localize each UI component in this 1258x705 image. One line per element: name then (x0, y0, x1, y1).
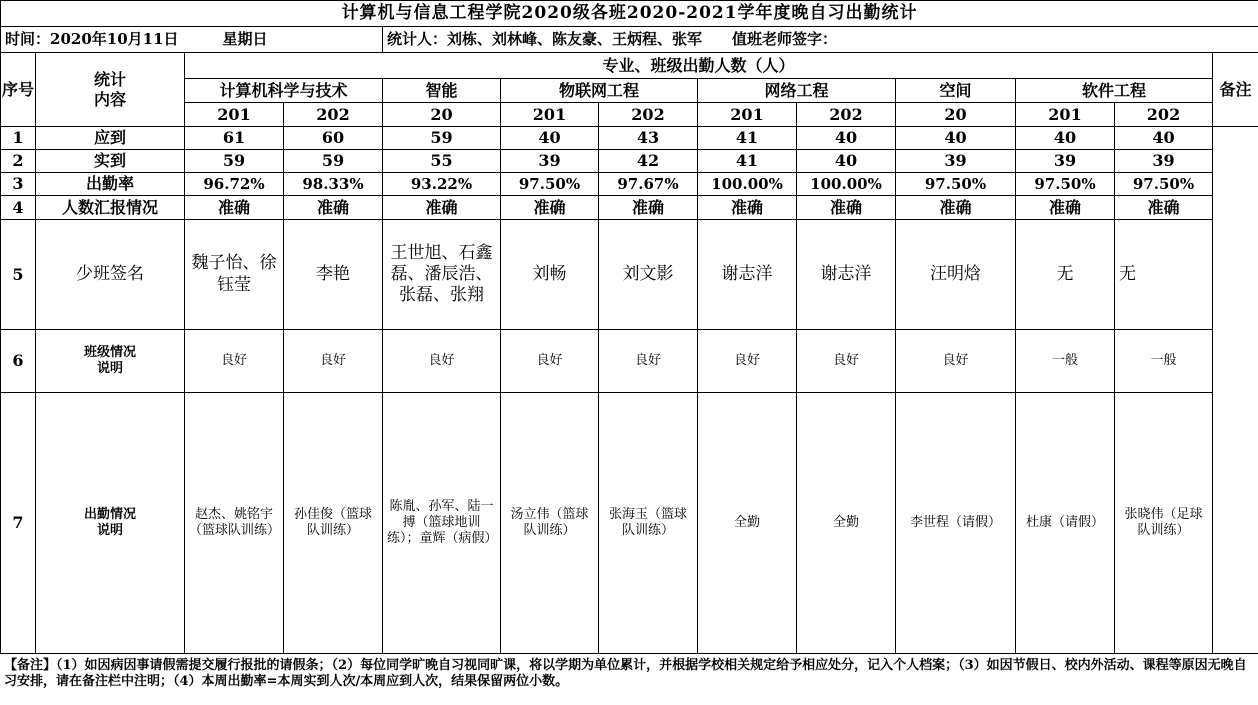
table-cell: 王世旭、石鑫磊、潘辰浩、张磊、张翔 (383, 220, 501, 330)
table-cell: 41 (698, 127, 797, 150)
table-row (1, 150, 1258, 173)
footnote: 【备注】（1）如因病因事请假需提交履行报批的请假条；（2）每位同学旷晚自习视同旷课，将以学期为单位累计，并根据学校相关规定给予相应处分，记入个人档案；（3）如因节假日、校内外活动、课程等原因无晚自习安排，请在备注栏中注明；（4）本周出勤率=本周实到人次/本周应到人次，结果保留两位小数。 (4, 658, 1247, 690)
table-cell: 一般 (1115, 330, 1213, 393)
table-row (1, 196, 1258, 220)
table-cell: 40 (797, 127, 896, 150)
header-major: 网络工程 (698, 79, 896, 103)
header-class: 202 (284, 103, 383, 127)
row-seq: 4 (1, 196, 36, 220)
table-cell: 无 (1115, 220, 1213, 330)
header-major: 空间 (896, 79, 1016, 103)
header-row-group (1, 53, 1258, 79)
row-seq: 7 (1, 393, 36, 654)
table-cell: 96.72% (185, 173, 284, 196)
table-cell: 一般 (1016, 330, 1115, 393)
table-cell: 赵杰、姚铭宇（篮球队训练） (185, 393, 284, 654)
table-cell: 全勤 (797, 393, 896, 654)
table-row (1, 173, 1258, 196)
table-cell: 准确 (896, 196, 1016, 220)
row-label: 出勤情况 说明 (36, 393, 185, 654)
table-cell: 谢志洋 (797, 220, 896, 330)
table-cell: 39 (896, 150, 1016, 173)
meta-row (1, 27, 1258, 53)
table-cell: 40 (501, 127, 599, 150)
teacher-signature-label: 值班老师签字： (732, 30, 838, 49)
table-cell: 李世程（请假） (896, 393, 1016, 654)
table-cell: 准确 (284, 196, 383, 220)
table-cell: 60 (284, 127, 383, 150)
table-cell: 59 (284, 150, 383, 173)
row-label: 应到 (36, 127, 185, 150)
header-remark: 备注 (1213, 53, 1258, 127)
table-cell: 杜康（请假） (1016, 393, 1115, 654)
table-cell: 40 (797, 150, 896, 173)
table-cell: 准确 (599, 196, 698, 220)
meta-stat (383, 27, 1258, 53)
table-cell: 良好 (284, 330, 383, 393)
row-seq: 5 (1, 220, 36, 330)
header-row-majors (1, 79, 1258, 103)
header-class: 20 (896, 103, 1016, 127)
table-cell: 61 (185, 127, 284, 150)
table-cell: 100.00% (797, 173, 896, 196)
table-cell: 40 (1016, 127, 1115, 150)
header-class: 20 (383, 103, 501, 127)
table-cell: 准确 (1115, 196, 1213, 220)
table-cell: 魏子怡、徐钰莹 (185, 220, 284, 330)
page-title: 计算机与信息工程学院2020级各班2020-2021学年度晚自习出勤统计 (1, 1, 1258, 27)
table-cell: 良好 (797, 330, 896, 393)
table-cell: 41 (698, 150, 797, 173)
table-cell: 59 (383, 127, 501, 150)
row-label: 人数汇报情况 (36, 196, 185, 220)
remark-cell (1213, 127, 1258, 654)
header-content: 统计 内容 (36, 53, 185, 127)
table-cell: 谢志洋 (698, 220, 797, 330)
table-cell: 良好 (383, 330, 501, 393)
table-cell: 59 (185, 150, 284, 173)
table-row (1, 393, 1258, 654)
table-row (1, 220, 1258, 330)
header-class: 202 (797, 103, 896, 127)
table-cell: 97.67% (599, 173, 698, 196)
table-cell: 97.50% (1016, 173, 1115, 196)
header-seq: 序号 (1, 53, 36, 127)
table-cell: 孙佳俊（篮球队训练） (284, 393, 383, 654)
row-label: 班级情况 说明 (36, 330, 185, 393)
table-cell: 39 (1115, 150, 1213, 173)
row-label: 出勤率 (36, 173, 185, 196)
table-cell: 准确 (185, 196, 284, 220)
table-cell: 刘文影 (599, 220, 698, 330)
row-label: 少班签名 (36, 220, 185, 330)
note-table (0, 654, 1258, 691)
table-cell: 准确 (698, 196, 797, 220)
date-text: 2020年10月11日 (50, 30, 179, 49)
table-cell: 97.50% (896, 173, 1016, 196)
table-cell: 93.22% (383, 173, 501, 196)
header-class: 202 (599, 103, 698, 127)
stat-label: 统计人： (387, 30, 448, 49)
time-label: 时间： (5, 30, 51, 49)
table-cell: 40 (896, 127, 1016, 150)
header-group: 专业、班级出勤人数（人） (185, 53, 1213, 79)
row-seq: 1 (1, 127, 36, 150)
table-cell: 43 (599, 127, 698, 150)
table-cell: 陈胤、孙军、陆一搏（篮球地训练）；童辉（病假） (383, 393, 501, 654)
table-cell: 李艳 (284, 220, 383, 330)
table-cell: 汤立伟（篮球队训练） (501, 393, 599, 654)
table-cell: 97.50% (501, 173, 599, 196)
table-cell: 全勤 (698, 393, 797, 654)
row-seq: 6 (1, 330, 36, 393)
table-cell: 良好 (501, 330, 599, 393)
table-cell: 无 (1016, 220, 1115, 330)
table-cell: 张晓伟（足球队训练） (1115, 393, 1213, 654)
table-cell: 良好 (698, 330, 797, 393)
header-major: 软件工程 (1016, 79, 1213, 103)
table-cell: 55 (383, 150, 501, 173)
table-cell: 准确 (1016, 196, 1115, 220)
header-class: 202 (1115, 103, 1213, 127)
header-class: 201 (1016, 103, 1115, 127)
header-class: 201 (501, 103, 599, 127)
row-label: 实到 (36, 150, 185, 173)
table-cell: 良好 (599, 330, 698, 393)
table-cell: 100.00% (698, 173, 797, 196)
table-cell: 汪明焓 (896, 220, 1016, 330)
table-cell: 准确 (501, 196, 599, 220)
weekday-text: 星期日 (222, 30, 268, 49)
table-cell: 刘畅 (501, 220, 599, 330)
header-row-classes (1, 103, 1258, 127)
table-cell: 98.33% (284, 173, 383, 196)
meta-time (1, 27, 383, 53)
table-cell: 39 (1016, 150, 1115, 173)
stat-people: 刘栋、刘林峰、陈友豪、王炳程、张军 (447, 30, 703, 49)
row-seq: 2 (1, 150, 36, 173)
table-cell: 良好 (185, 330, 284, 393)
table-row (1, 330, 1258, 393)
header-major: 智能 (383, 79, 501, 103)
table-cell: 张海玉（篮球队训练） (599, 393, 698, 654)
table-row (1, 127, 1258, 150)
table-cell: 97.50% (1115, 173, 1213, 196)
table-cell: 良好 (896, 330, 1016, 393)
table-cell: 42 (599, 150, 698, 173)
header-major: 物联网工程 (501, 79, 698, 103)
table-body (1, 127, 1258, 654)
row-seq: 3 (1, 173, 36, 196)
header-class: 201 (185, 103, 284, 127)
table-cell: 准确 (797, 196, 896, 220)
header-class: 201 (698, 103, 797, 127)
table-cell: 40 (1115, 127, 1213, 150)
table-cell: 准确 (383, 196, 501, 220)
header-major: 计算机科学与技术 (185, 79, 383, 103)
table-cell: 39 (501, 150, 599, 173)
